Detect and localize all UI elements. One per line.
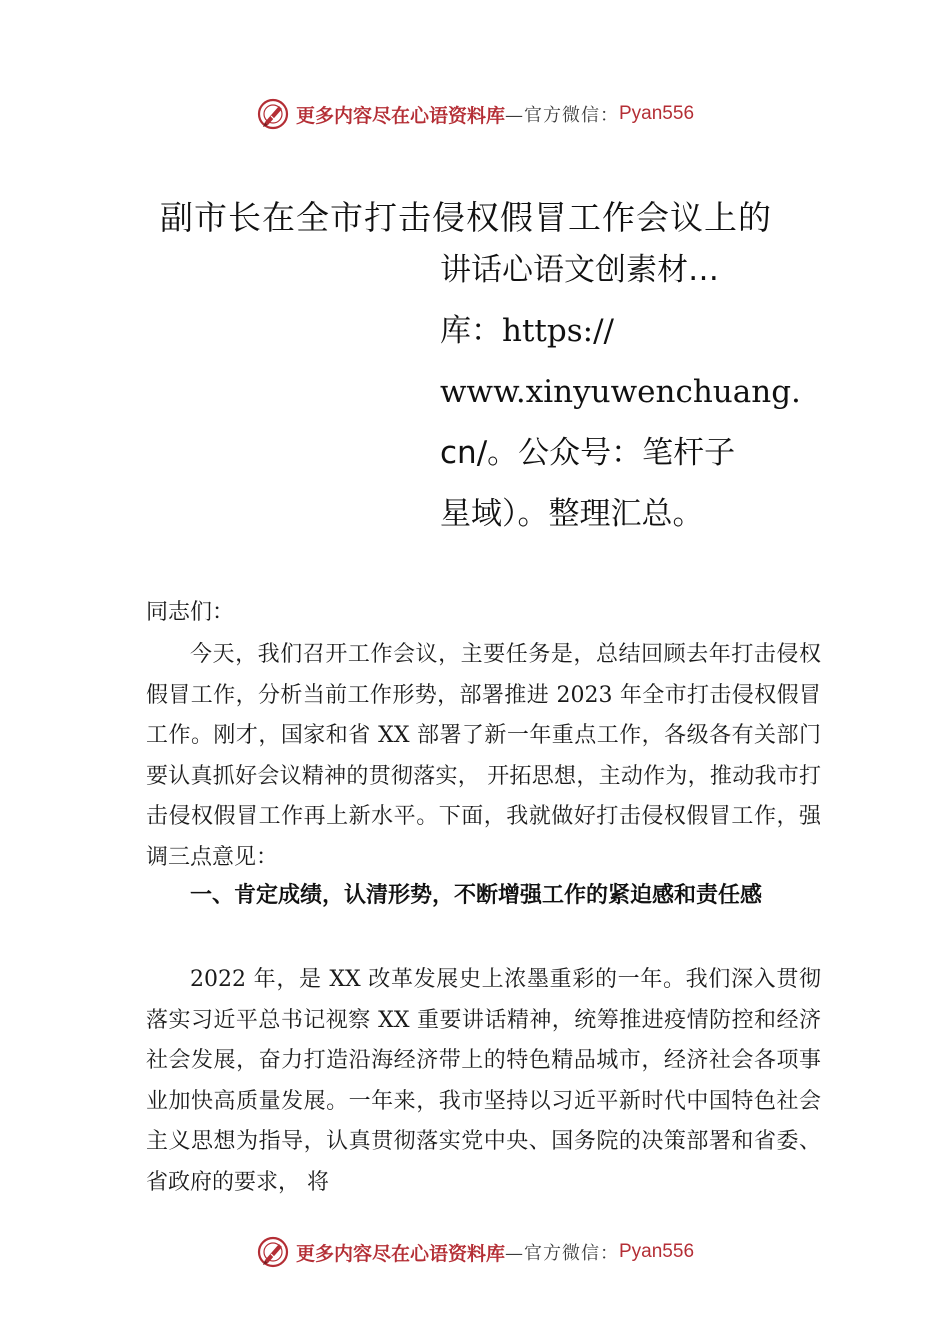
footer-main-text: 更多内容尽在心语资料库 [295,1242,505,1265]
banner-wechat-id: Pyan556 [619,103,695,124]
banner-sub-text: —官方微信： [505,105,619,126]
title-line2: 讲话心语文创素材… [440,252,719,288]
salutation: 同志们： [146,600,235,625]
footer-sub-text: —官方微信： [505,1243,619,1264]
title-line6: 星域）。整理汇总。 [440,496,704,532]
title-line4: www.xinyuwenchuang. [440,374,801,410]
banner-main-text: 更多内容尽在心语资料库 [295,104,505,127]
title-line5: cn/。公众号：笔杆子 [440,435,736,471]
section-heading-1: 一、肯定成绩，认清形势，不断增强工作的紧迫感和责任感 [190,883,763,908]
document-title-line1: 副市长在全市打击侵权假冒工作会议上的 [160,198,772,237]
document-title-continued [440,240,801,545]
header-banner [0,94,950,134]
title-line3: 库：https:// [440,313,614,349]
footer-wechat-id: Pyan556 [619,1241,695,1262]
paragraph-section-1: 2022 年，是 XX 改革发展史上浓墨重彩的一年。我们深入贯彻落实习近平总书记视察 XX 重要讲话精神，统筹推进疫情防控和经济社会发展，奋力打造沿海经济带上的特色精品城市，经济社会各项事业加快高质量发展。一年来，我市坚持以习近平新时代中国特色社会主义思想为指导，认真贯彻落实党中央、国务院的决策部署和省委、省政府的要求， 将 [146,967,821,1195]
paragraph-intro: 今天，我们召开工作会议，主要任务是，总结回顾去年打击侵权假冒工作，分析当前工作形势，部署推进 2023 年全市打击侵权假冒工作。刚才，国家和省 XX 部署了新一年重点工作，各级各有关部门要认真抓好会议精神的贯彻落实， 开拓思想，主动作为，推动我市打击侵权假冒工作再上新水平。下面，我就做好打击侵权假冒工作，强调三点意见： [146,642,821,870]
pen-nib-logo-icon [256,1235,290,1269]
pen-nib-logo-icon [256,97,290,131]
footer-banner [0,1232,950,1272]
